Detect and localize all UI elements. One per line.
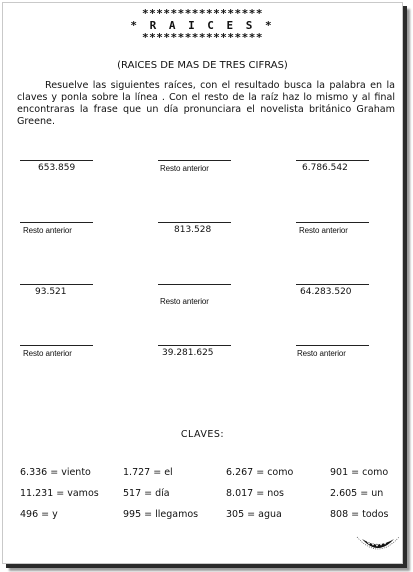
header-stars-bottom: ***************** <box>141 31 264 44</box>
clave-item: 11.231 = vamos <box>20 488 99 499</box>
resto-label: Resto anterior <box>160 164 209 173</box>
answer-line <box>296 160 369 161</box>
radicand: 813.528 <box>174 225 212 235</box>
page-title: * R A I C E S * <box>130 19 275 32</box>
answer-line <box>158 222 231 223</box>
clave-item: 1.727 = el <box>123 467 173 478</box>
answer-line <box>296 284 369 285</box>
clave-item: 6.336 = viento <box>20 467 91 478</box>
radicand: 39.281.625 <box>162 348 214 358</box>
subtitle: (RAICES DE MAS DE TRES CIFRAS) <box>117 60 288 71</box>
clave-item: 305 = agua <box>226 509 282 520</box>
header-stars-top: ***************** <box>141 7 264 20</box>
answer-line <box>158 160 231 161</box>
answer-line <box>158 345 231 346</box>
clave-item: 8.017 = nos <box>226 488 284 499</box>
answer-line <box>20 345 93 346</box>
clave-item: 6.267 = como <box>226 467 294 478</box>
resto-label: Resto anterior <box>297 349 346 358</box>
clave-item: 496 = y <box>20 509 58 520</box>
answer-line <box>296 345 369 346</box>
instructions: Resuelve las siguientes raíces, con el resultado busca la palabra en la claves y ponla sobre la línea . Con el resto de la raíz haz lo mismo y al final encontraras la frase que un día pronunciara el novelista británico Graham Greene. <box>17 80 395 127</box>
answer-line <box>158 284 231 285</box>
clave-item: 2.605 = un <box>330 488 384 499</box>
clave-item: 517 = día <box>123 488 170 499</box>
resto-label: Resto anterior <box>23 226 72 235</box>
resto-label: Resto anterior <box>299 226 348 235</box>
answer-line <box>20 284 93 285</box>
clave-item: 901 = como <box>330 467 389 478</box>
worksheet-page <box>2 2 403 564</box>
claves-title: CLAVES: <box>180 429 225 440</box>
radicand: 64.283.520 <box>300 287 352 297</box>
radicand: 93.521 <box>35 287 67 297</box>
clave-item: 995 = llegamos <box>123 509 199 520</box>
clave-item: 808 = todos <box>330 509 389 520</box>
resto-label: Resto anterior <box>23 349 72 358</box>
radicand: 653.859 <box>38 163 76 173</box>
answer-line <box>296 222 369 223</box>
resto-label: Resto anterior <box>160 297 209 306</box>
answer-line <box>20 222 93 223</box>
radicand: 6.786.542 <box>302 163 348 173</box>
answer-line <box>20 160 93 161</box>
smile-logo-icon <box>353 527 403 559</box>
